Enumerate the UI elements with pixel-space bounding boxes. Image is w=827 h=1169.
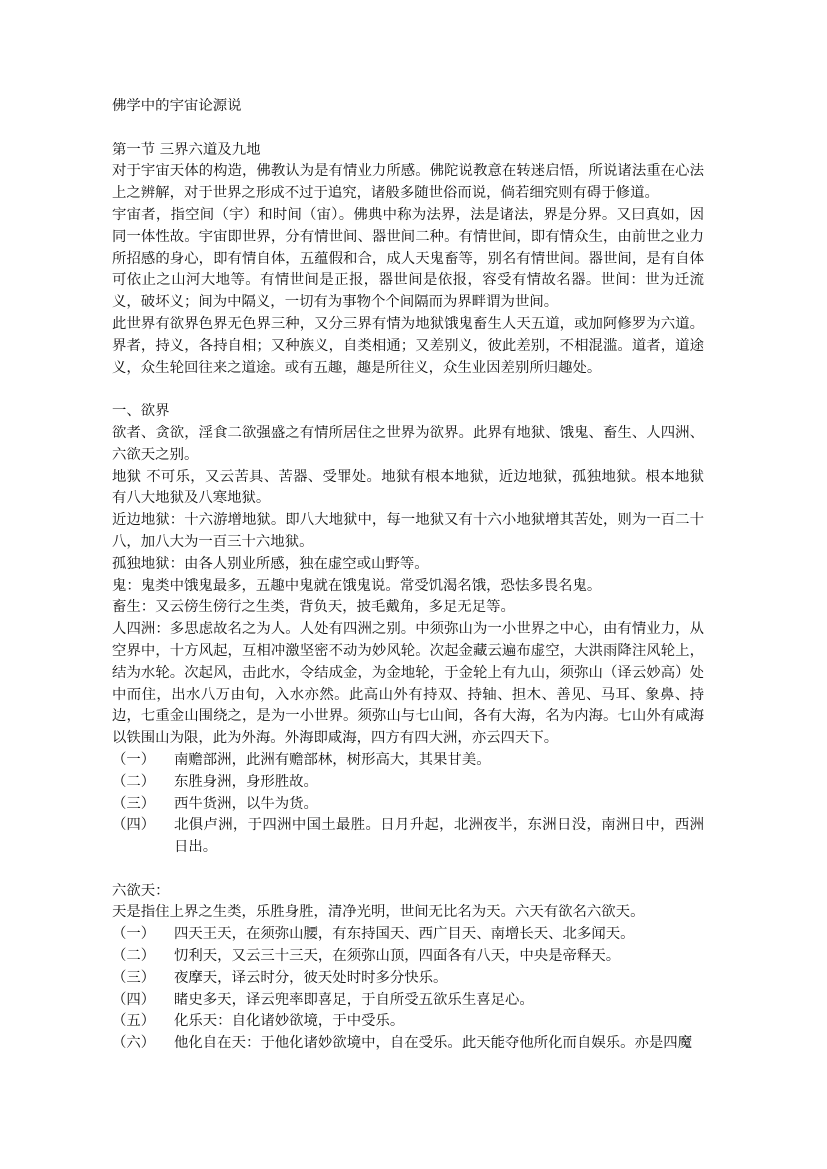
paragraph: 此世界有欲界色界无色界三种，又分三界有情为地狱饿鬼畜生人天五道，或加阿修罗为六道。界者，持义，各持自相；又种族义，自类相通；又差别义，彼此差别，不相混滥。道者，道途义，众生轮回往来之道途。或有五趣，趣是所往义，众生业因差别所归趣处。	[112, 315, 704, 376]
list-item	[112, 924, 704, 946]
document-title: 佛学中的宇宙论源说	[112, 98, 242, 114]
list-item-number: （三）	[112, 795, 156, 812]
list-item-number: （四）	[112, 817, 156, 834]
list-item-text: 四天王天，在须弥山腰，有东持国天、西广目天、南增长天、北多闻天。	[174, 926, 635, 943]
document-page	[112, 96, 704, 1055]
list-item	[112, 990, 704, 1012]
list-item-text: 睹史多天，译云兜率即喜足，于自所受五欲乐生喜足心。	[174, 991, 534, 1008]
paragraph: 鬼：鬼类中饿鬼最多，五趣中鬼就在饿鬼说。常受饥渴名饿，恐怯多畏名鬼。	[112, 577, 602, 594]
list-item-number: （六）	[112, 1035, 156, 1052]
section-heading: 一、欲界	[112, 403, 170, 420]
list-item	[112, 1011, 704, 1033]
list-item	[112, 794, 704, 816]
paragraph: 畜生：又云傍生傍行之生类，背负天，披毛戴角，多足无足等。	[112, 599, 515, 616]
list-item-text: 南赡部洲，此洲有赡部林，树形高大，其果甘美。	[174, 751, 491, 768]
list-item	[112, 750, 704, 772]
paragraph: 地狱 不可乐，又云苦具、苦器、受罪处。地狱有根本地狱，近边地狱，孤独地狱。根本地狱有八大地狱及八寒地狱。	[112, 468, 704, 507]
list-item-text: 忉利天，又云三十三天，在须弥山顶，四面各有八天，中央是帝释天。	[174, 948, 621, 965]
paragraph: 孤独地狱：由各人别业所感，独在虚空或山野等。	[112, 555, 429, 572]
list-item-text: 西牛货洲，以牛为货。	[174, 795, 318, 812]
list-item-number: （五）	[112, 1013, 156, 1030]
list-item	[112, 815, 704, 859]
paragraph: 欲者、贪欲，淫食二欲强盛之有情所居住之世界为欲界。此界有地狱、饿鬼、畜生、人四洲、六欲天之别。	[112, 424, 704, 463]
section-heading: 六欲天：	[112, 882, 170, 899]
blank-line	[112, 859, 704, 881]
list-item-text: 他化自在天：于他化诸妙欲境中，自在受乐。此天能夺他所化而自娱乐。亦是四魔	[174, 1035, 693, 1052]
blank-line	[112, 118, 704, 140]
list-item	[112, 968, 704, 990]
list-item	[112, 1033, 704, 1055]
blank-line	[112, 379, 704, 401]
list-item-text: 化乐天：自化诸妙欲境，于中受乐。	[174, 1013, 405, 1030]
paragraph: 宇宙者，指空间（宇）和时间（宙）。佛典中称为法界，法是诸法，界是分界。又曰真如，因同一体性故。宇宙即世界，分有情世间、器世间二种。有情世间，即有情众生，由前世之业力所招感的身心，即有情自体，五蕴假和合，成人天鬼畜等，别名有情世间。器世间，是有自体可依止之山河大地等。有情世间是正报，器世间是依报，容受有情故名器。世间：世为迁流义，破坏义；间为中隔义，一切有为事物个个间隔而为界畔谓为世间。	[112, 206, 704, 311]
paragraph: 近边地狱：十六游增地狱。即八大地狱中，每一地狱又有十六小地狱增其苦处，则为一百二十八，加八大为一百三十六地狱。	[112, 512, 704, 550]
list-item	[112, 772, 704, 794]
list-item-number: （三）	[112, 969, 156, 986]
list-item-text: 东胜身洲，身形胜故。	[174, 773, 318, 790]
list-item-text: 夜摩天，译云时分，彼天处时时多分快乐。	[174, 969, 448, 986]
list-item-number: （二）	[112, 948, 156, 965]
list-item	[112, 946, 704, 968]
list-item-number: （一）	[112, 926, 156, 943]
list-item-text: 北俱卢洲，于四洲中国土最胜。日月升起，北洲夜半，东洲日没，南洲日中，西洲日出。	[174, 817, 704, 856]
paragraph: 天是指住上界之生类，乐胜身胜，清净光明，世间无比名为天。六天有欲名六欲天。	[112, 904, 645, 921]
paragraph: 对于宇宙天体的构造，佛教认为是有情业力所感。佛陀说教意在转迷启悟，所说诸法重在心法上之辨解，对于世界之形成不过于追究，诸般多随世俗而说，倘若细究则有碍于修道。	[112, 163, 704, 202]
list-item-number: （四）	[112, 991, 156, 1008]
section-heading: 第一节 三界六道及九地	[112, 141, 261, 158]
paragraph: 人四洲：多思虑故名之为人。人处有四洲之别。中须弥山为一小世界之中心，由有情业力，从空界中，十方风起，互相冲激坚密不动为妙风轮。次起金藏云遍布虚空，大洪雨降注风轮上，结为水轮。次起风，击此水，令结成金，为金地轮，于金轮上有九山，须弥山（译云妙高）处中而住，出水八万由旬，入水亦然。此高山外有持双、持轴、担木、善见、马耳、象鼻、持边，七重金山围绕之，是为一小世界。须弥山与七山间，各有大海，名为内海。七山外有咸海以铁围山为限，此为外海。外海即咸海，四方有四大洲，亦云四天下。	[112, 621, 704, 747]
list-item-number: （一）	[112, 751, 156, 768]
list-item-number: （二）	[112, 773, 156, 790]
